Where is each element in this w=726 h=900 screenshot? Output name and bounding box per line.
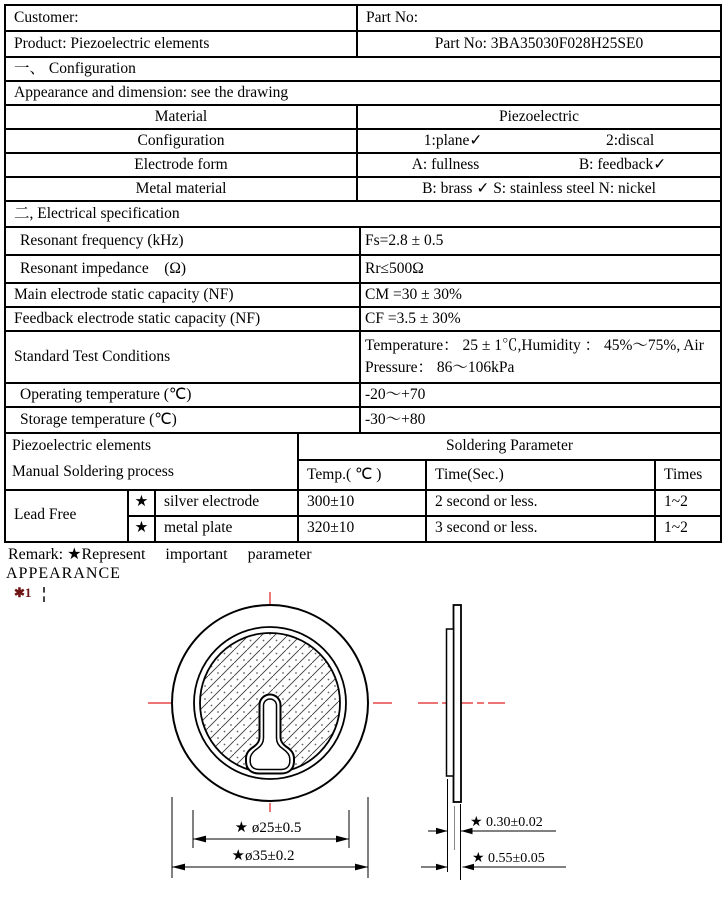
table-row [5, 177, 721, 201]
solder-time: 3 second or less. [426, 516, 655, 542]
dim-label-d35: ★ø35±0.2 [231, 848, 295, 864]
soldering-process-line2: Manual Soldering process [12, 463, 174, 481]
table-row [5, 201, 721, 227]
section2-header-table [4, 200, 722, 228]
row-label: Configuration [5, 129, 357, 153]
table-row [5, 129, 721, 153]
table-row [5, 5, 721, 31]
electrical-table [4, 226, 722, 434]
table-row [5, 81, 721, 105]
customer-label: Customer: [5, 5, 357, 31]
table-row [5, 227, 721, 255]
row-value: CM =30 ± 30% [360, 283, 721, 307]
row-value: CF =3.5 ± 30% [360, 307, 721, 331]
option-fullness: A: fullness [411, 155, 480, 173]
solder-temp: 300±10 [298, 490, 426, 516]
solder-target: silver electrode [155, 490, 298, 516]
table-row [5, 105, 721, 129]
configuration-table [4, 104, 722, 202]
soldering-table [4, 432, 722, 543]
row-value: Rr≤500Ω [360, 255, 721, 283]
part-no-value: Part No: 3BA35030F028H25SE0 [357, 31, 721, 57]
front-view [172, 605, 368, 801]
row-value: Temperature： 25 ± 1℃,Humidity ： 45%～75%, Air Pressure： 86～106kPa [360, 331, 721, 383]
dim-label-d25: ★ ø25±0.5 [234, 820, 302, 836]
row-value: Piezoelectric [357, 105, 721, 129]
table-row [5, 57, 721, 81]
row-value: -30～+80 [360, 407, 721, 433]
star-icon: ★ [128, 516, 155, 542]
metal-plate-section [454, 605, 462, 802]
appearance-drawing [0, 588, 726, 900]
solder-target: metal plate [155, 516, 298, 542]
table-row [5, 283, 721, 307]
table-row [5, 331, 721, 383]
soldering-process-cell [5, 433, 298, 490]
solder-time: 2 second or less. [426, 490, 655, 516]
table-row [5, 383, 721, 407]
section1-header-table [4, 56, 722, 106]
col-times: Times [655, 460, 721, 489]
row-label: Feedback electrode static capacity (NF) [5, 307, 360, 331]
row-label: Electrode form [5, 153, 357, 177]
row-label: Storage temperature (℃) [5, 407, 360, 433]
table-row [5, 407, 721, 433]
row-value: -20～+70 [360, 383, 721, 407]
table-row [5, 31, 721, 57]
remark-note: Remark: ★Represent important parameter [8, 546, 312, 563]
table-row [5, 433, 721, 460]
section2-title: 二, Electrical specification [5, 201, 721, 227]
option-feedback: B: feedback✓ [578, 155, 667, 173]
section1-title: 一、 Configuration [5, 57, 721, 81]
lead-free-label: Lead Free [5, 490, 128, 542]
row-value: B: brass ✓ S: stainless steel N: nickel [357, 177, 721, 201]
row-label: Operating temperature (℃) [5, 383, 360, 407]
option-discal: 2:discal [605, 131, 655, 149]
side-view [447, 605, 462, 802]
header-table [4, 4, 722, 58]
row-label: Main electrode static capacity (NF) [5, 283, 360, 307]
soldering-process-line1: Piezoelectric elements [12, 437, 152, 454]
table-row [5, 490, 721, 516]
solder-times: 1~2 [655, 490, 721, 516]
row-label: Standard Test Conditions [5, 331, 360, 383]
spec-tables [4, 4, 722, 543]
table-row [5, 153, 721, 177]
soldering-parameter-header: Soldering Parameter [298, 433, 721, 460]
ceramic-section [447, 629, 454, 776]
dim-label-thickness-total: ★ 0.55±0.05 [472, 851, 545, 866]
table-row [5, 307, 721, 331]
table-row [5, 255, 721, 283]
appearance-title: APPEARANCE [6, 565, 121, 582]
star-icon: ★ [128, 490, 155, 516]
row-label: Resonant frequency (kHz) [5, 227, 360, 255]
solder-times: 1~2 [655, 516, 721, 542]
col-temp: Temp.( ℃ ) [298, 460, 426, 489]
dim-label-thickness-plate: ★ 0.30±0.02 [470, 815, 543, 830]
product-label: Product: Piezoelectric elements [5, 31, 357, 57]
appearance-note: Appearance and dimension: see the drawing [5, 81, 721, 105]
col-time: Time(Sec.) [426, 460, 655, 489]
row-label: Resonant impedance (Ω) [5, 255, 360, 283]
solder-temp: 320±10 [298, 516, 426, 542]
row-label: Material [5, 105, 357, 129]
row-label: Metal material [5, 177, 357, 201]
option-plane: 1:plane✓ [423, 131, 483, 149]
marker-glyph: ✱1 [14, 585, 32, 600]
row-value: Fs=2.8 ± 0.5 [360, 227, 721, 255]
part-no-label: Part No: [357, 5, 721, 31]
